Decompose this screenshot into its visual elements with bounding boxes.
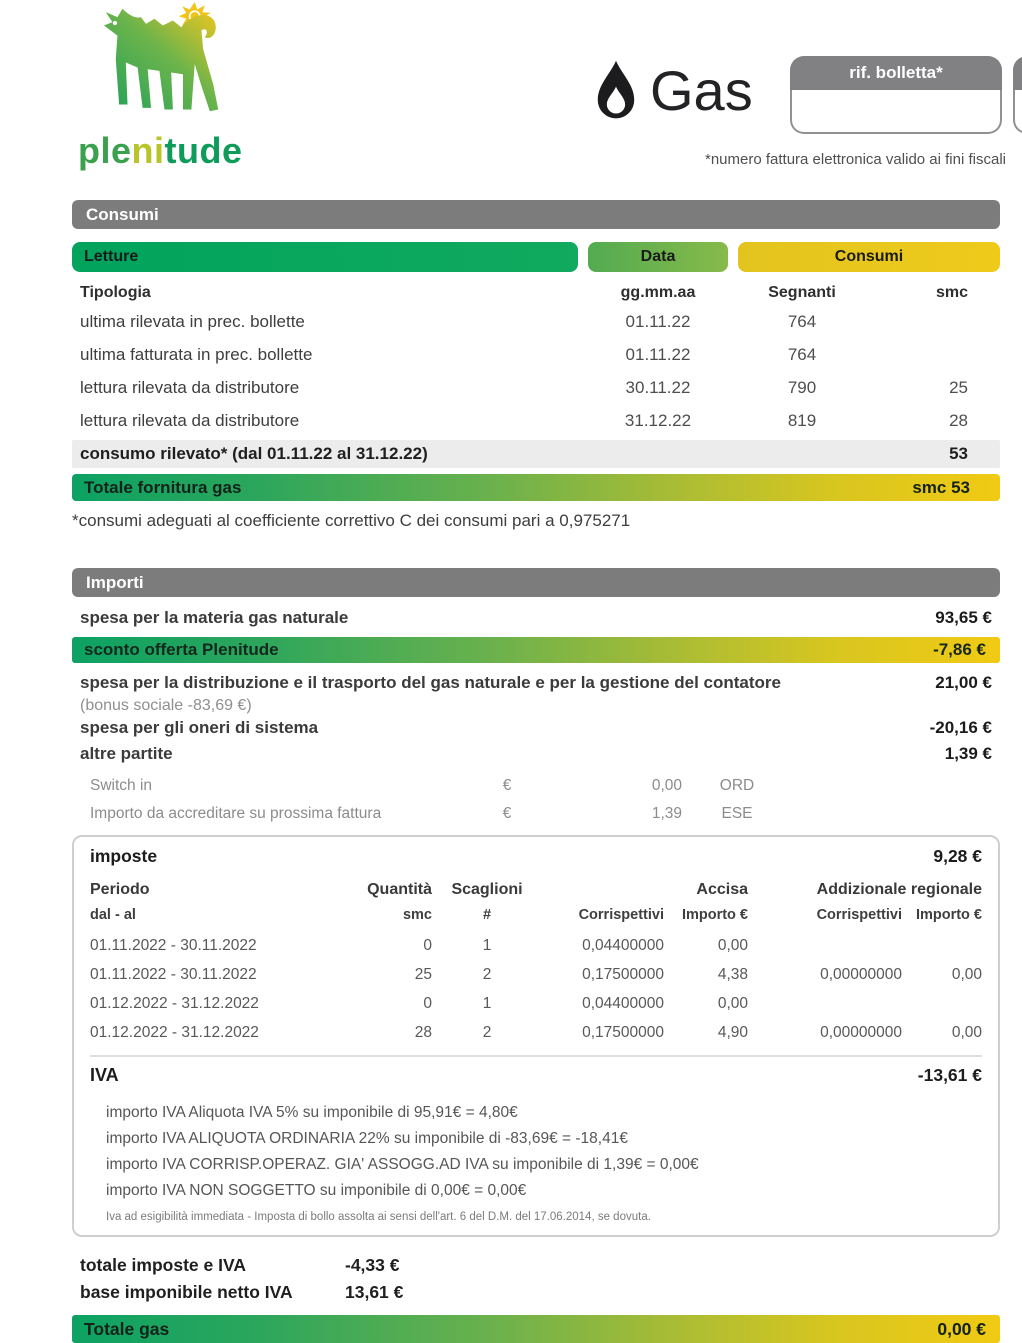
- plenitude-logo: [76, 2, 276, 172]
- six-legged-dog-icon: [104, 9, 218, 111]
- sconto-label: sconto offerta Plenitude: [84, 640, 279, 659]
- table-row: ultima fatturata in prec. bollette 01.11.22 764: [80, 344, 817, 364]
- sconto-value: -7,86 €: [933, 640, 986, 659]
- iva-detail-line: importo IVA Aliquota IVA 5% su imponibile di 95,91€ = 4,80€: [106, 1104, 518, 1121]
- fattura-footnote: *numero fattura elettronica valido ai fini fiscali: [705, 151, 1006, 168]
- imposte-value: 9,28 €: [933, 846, 982, 866]
- consumi-pills-row: [72, 242, 1000, 272]
- iva-detail-line: importo IVA CORRISP.OPERAZ. GIA' ASSOGG.AD IVA su imponibile di 1,39€ = 0,00€: [106, 1156, 699, 1173]
- totale-imposte-row: totale imposte e IVA -4,33 €: [80, 1255, 400, 1275]
- bill-content: [72, 200, 1000, 1343]
- eni-dog-logo-icon: [76, 2, 258, 128]
- table-row: 01.11.2022 - 30.11.2022 0 1 0,04400000 0,00: [90, 936, 748, 954]
- imposte-label: imposte: [90, 846, 158, 866]
- gas-section-title: [592, 55, 753, 127]
- divider: [90, 1055, 982, 1057]
- letture-pill: Letture: [72, 242, 578, 272]
- wordmark-segment: ni: [131, 130, 165, 171]
- spesa-oneri-row: spesa per gli oneri di sistema -20,16 €: [80, 718, 992, 737]
- table-row: ultima rilevata in prec. bollette 01.11.22 764: [80, 311, 817, 331]
- col-smc: smc: [935, 284, 968, 301]
- iva-total-row: [90, 1065, 982, 1086]
- consumi-pill: Consumi: [738, 242, 1000, 272]
- spesa-materia-row: spesa per la materia gas naturale 93,65 €: [80, 608, 992, 627]
- spesa-distribuzione-row: spesa per la distribuzione e il trasporto del gas naturale e per la gestione del contatore 21,00 €: [80, 673, 992, 692]
- imposte-header-row: [90, 846, 982, 867]
- importi-section-header: Importi: [72, 568, 1000, 597]
- sconto-offerta-bar: [72, 637, 1000, 663]
- bonus-sociale-note: (bonus sociale -83,69 €): [80, 697, 252, 714]
- iva-detail-line: importo IVA NON SOGGETTO su imponibile di 0,00€ = 0,00€: [106, 1182, 527, 1199]
- iva-details: [90, 1100, 982, 1204]
- ref-bolletta-box: [790, 56, 1002, 134]
- consumo-rilevato-value: 53: [949, 444, 968, 463]
- iva-label: IVA: [90, 1065, 119, 1085]
- altre-partite-detail: [72, 772, 1000, 828]
- table-row: lettura rilevata da distributore 31.12.22 819 28: [80, 410, 968, 430]
- base-imponibile-row: base imponibile netto IVA 13,61 €: [80, 1282, 404, 1302]
- table-row: 01.11.2022 - 30.11.2022 25 2 0,17500000 4,38 0,00000000 0,00: [90, 965, 982, 983]
- ref-box-partial: [1013, 56, 1022, 134]
- iva-detail-line: importo IVA ALIQUOTA ORDINARIA 22% su imponibile di -83,69€ = -18,41€: [106, 1130, 628, 1147]
- ref-bolletta-value-area: [790, 90, 1002, 134]
- col-segnanti: Segnanti: [768, 284, 836, 301]
- col-tipologia: Tipologia: [80, 284, 151, 301]
- consumi-table-header: [72, 281, 1000, 305]
- totale-fornitura-label: Totale fornitura gas: [84, 477, 242, 497]
- totale-gas-value: 0,00 €: [937, 1318, 986, 1339]
- totale-fornitura-bar: [72, 474, 1000, 501]
- iva-value: -13,61 €: [917, 1065, 982, 1085]
- imposte-table-header-1: Periodo Quantità Scaglioni Accisa Addizionale regionale: [90, 881, 982, 898]
- list-item: Importo da accreditare su prossima fattura € 1,39 ESE: [90, 805, 753, 822]
- gas-title-text: Gas: [650, 59, 753, 122]
- consumi-section-header: Consumi: [72, 200, 1000, 229]
- imposte-table-header-2: dal - al smc # Corrispettivi Importo € Corrispettivi Importo €: [90, 907, 982, 923]
- totals-block: [72, 1252, 1000, 1306]
- table-row: lettura rilevata da distributore 30.11.22 790 25: [80, 377, 968, 397]
- iva-small-print: Iva ad esigibilità immediata - Imposta di bollo assolta ai sensi dell'art. 6 del D.M. del 17.06.2014, se dovuta.: [106, 1211, 651, 1223]
- totale-gas-label: Totale gas: [84, 1318, 170, 1339]
- consumo-rilevato-row: [72, 440, 1000, 468]
- wordmark-segment: ple: [78, 130, 132, 171]
- table-row: 01.12.2022 - 31.12.2022 28 2 0,17500000 4,90 0,00000000 0,00: [90, 1023, 982, 1041]
- plenitude-wordmark: [76, 130, 276, 172]
- table-row: 01.12.2022 - 31.12.2022 0 1 0,04400000 0,00: [90, 994, 748, 1012]
- gas-flame-icon: [592, 55, 640, 127]
- data-pill: Data: [588, 242, 728, 272]
- wordmark-segment: tude: [164, 130, 243, 171]
- totale-gas-bar: [72, 1315, 1000, 1343]
- col-data-unit: gg.mm.aa: [620, 284, 696, 301]
- altre-partite-row: altre partite 1,39 €: [80, 744, 992, 763]
- imposte-box: [72, 835, 1000, 1237]
- consumo-rilevato-label: consumo rilevato* (dal 01.11.22 al 31.12.22): [80, 444, 428, 463]
- list-item: Switch in € 0,00 ORD: [90, 777, 755, 794]
- totale-fornitura-value: smc 53: [912, 477, 970, 497]
- ref-bolletta-label: rif. bolletta*: [790, 56, 1002, 90]
- consumi-footnote: *consumi adeguati al coefficiente correttivo C dei consumi pari a 0,975271: [72, 511, 631, 530]
